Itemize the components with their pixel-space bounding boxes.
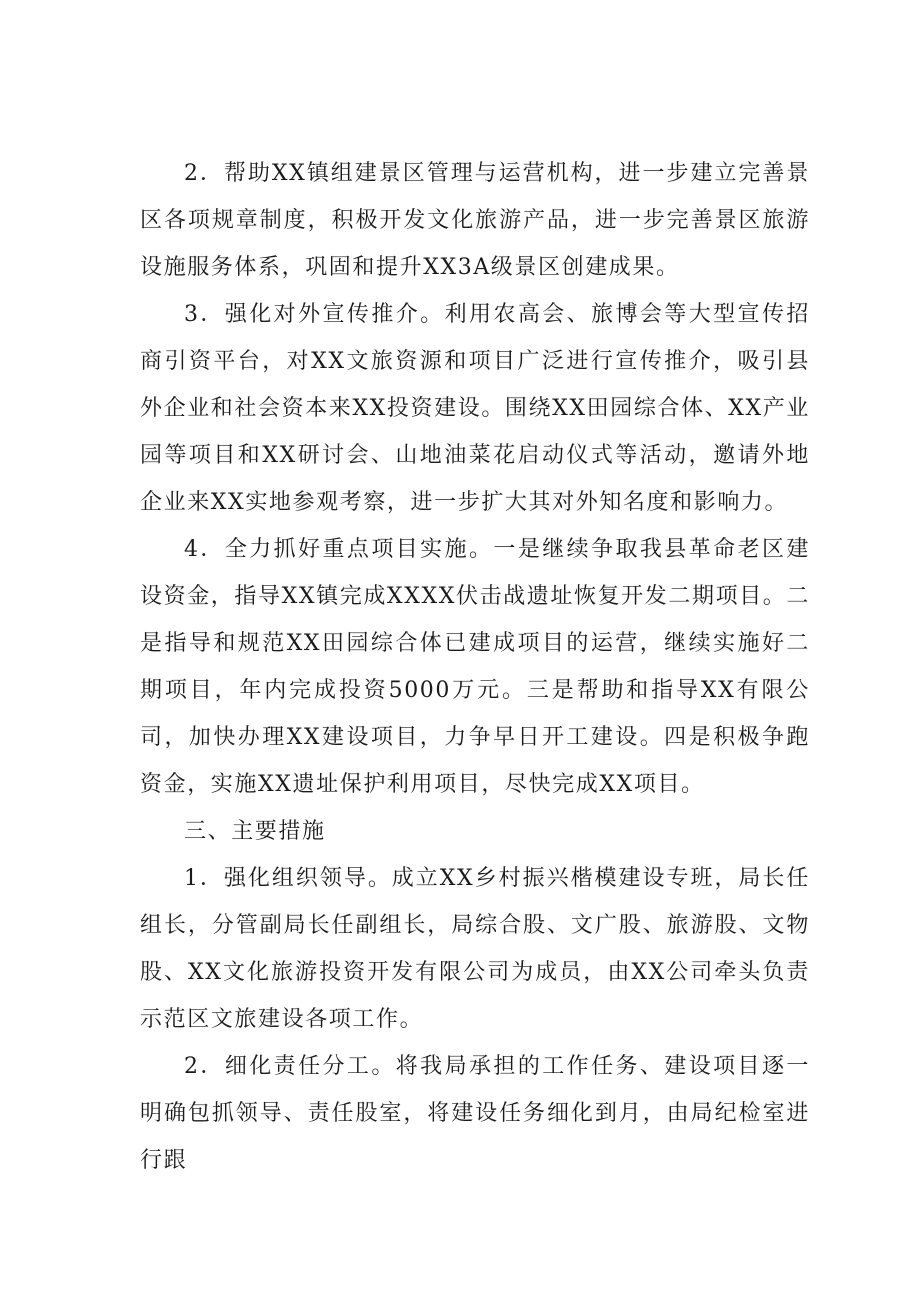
paragraph-item-4: 4．全力抓好重点项目实施。一是继续争取我县革命老区建设资金，指导XX镇完成XXXX伏击战遗址恢复开发二期项目。二是指导和规范XX田园综合体已建成项目的运营，继续实施好二期项目，年内完成投资5000万元。三是帮助和指导XX有限公司，加快办理XX建设项目，力争早日开工建设。四是积极争跑资金，实施XX遗址保护利用项目，尽快完成XX项目。 — [140, 537, 810, 797]
document-body — [140, 150, 810, 1184]
measure-item-2: 2．细化责任分工。将我局承担的工作任务、建设项目逐一明确包抓领导、责任股室，将建设任务细化到月，由局纪检室进行跟 — [140, 1054, 810, 1173]
measure-item-1: 1．强化组织领导。成立XX乡村振兴楷模建设专班，局长任组长，分管副局长任副组长，局综合股、文广股、旅游股、文物股、XX文化旅游投资开发有限公司为成员，由XX公司牵头负责示范区文旅建设各项工作。 — [140, 866, 810, 1032]
paragraph-item-2: 2．帮助XX镇组建景区管理与运营机构，进一步建立完善景区各项规章制度，积极开发文化旅游产品，进一步完善景区旅游设施服务体系，巩固和提升XX3A级景区创建成果。 — [140, 161, 810, 280]
paragraph-item-3: 3．强化对外宣传推介。利用农高会、旅博会等大型宣传招商引资平台，对XX文旅资源和项目广泛进行宣传推介，吸引县外企业和社会资本来XX投资建设。围绕XX田园综合体、XX产业园等项目和XX研讨会、山地油菜花启动仪式等活动，邀请外地企业来XX实地参观考察，进一步扩大其对外知名度和影响力。 — [140, 302, 810, 515]
section-heading: 三、主要措施 — [184, 819, 326, 844]
